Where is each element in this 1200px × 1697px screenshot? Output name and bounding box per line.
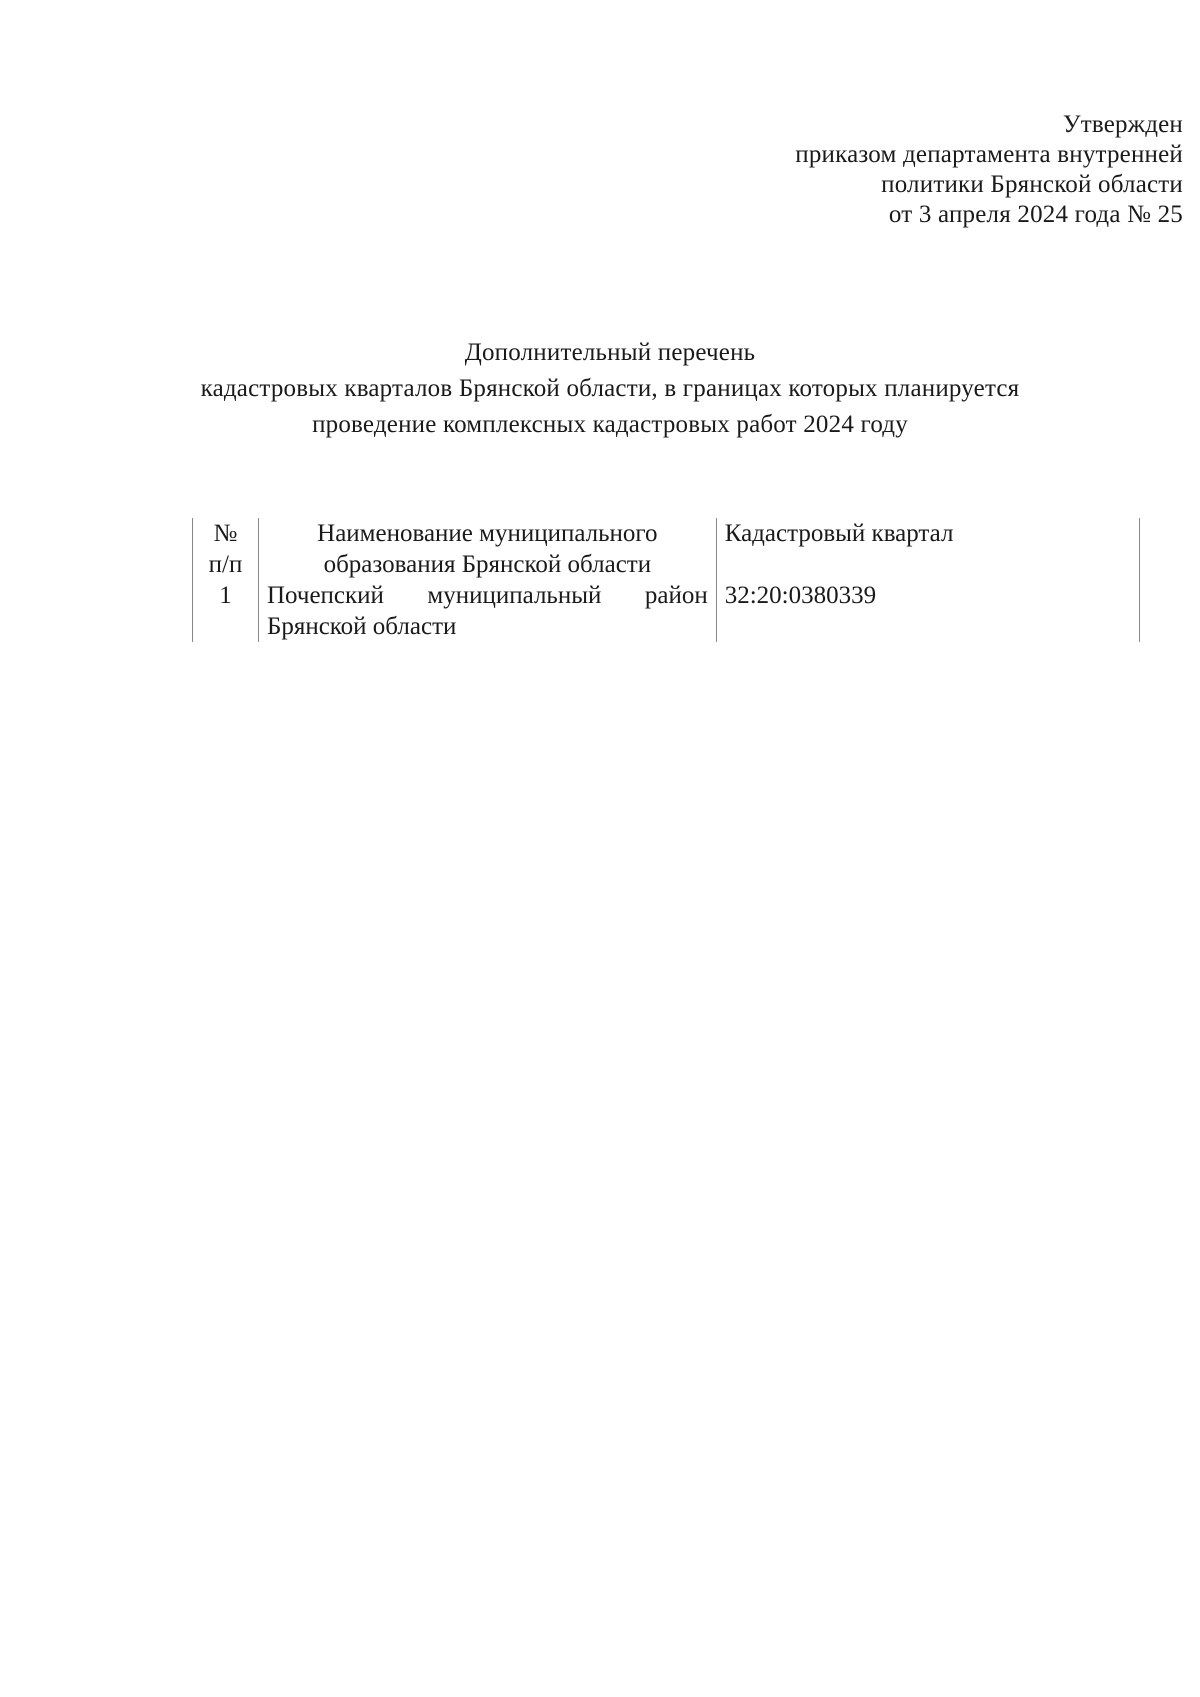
approval-line: политики Брянской области <box>881 171 1183 198</box>
table-header-row <box>193 518 1140 580</box>
cadastral-blocks-table <box>192 518 1140 642</box>
title-line: проведение комплексных кадастровых работ 2024 году <box>312 411 908 438</box>
row-cadastral-block: 32:20:0380339 <box>716 580 1139 642</box>
header-cadastral-block: Кадастровый квартал <box>716 518 1139 580</box>
approval-line: приказом департамента внутренней <box>795 141 1183 168</box>
approval-stamp <box>563 110 1183 230</box>
header-municipality: Наименование муниципального образования Брянской области <box>258 518 716 580</box>
table-row <box>193 580 1140 642</box>
row-municipality-line: Брянской области <box>266 613 457 640</box>
approval-line: от 3 апреля 2024 года № 25 <box>888 201 1183 228</box>
row-number: 1 <box>193 580 259 642</box>
row-municipality-line: Почепский муниципальный район <box>266 582 708 609</box>
title-line: Дополнительный перечень <box>464 339 756 366</box>
document-title <box>180 335 1040 443</box>
approval-line: Утвержден <box>1062 111 1183 138</box>
title-line: кадастровых кварталов Брянской области, в границах которых планируется <box>200 375 1020 402</box>
header-number: № п/п <box>193 518 259 580</box>
row-municipality <box>258 580 716 642</box>
